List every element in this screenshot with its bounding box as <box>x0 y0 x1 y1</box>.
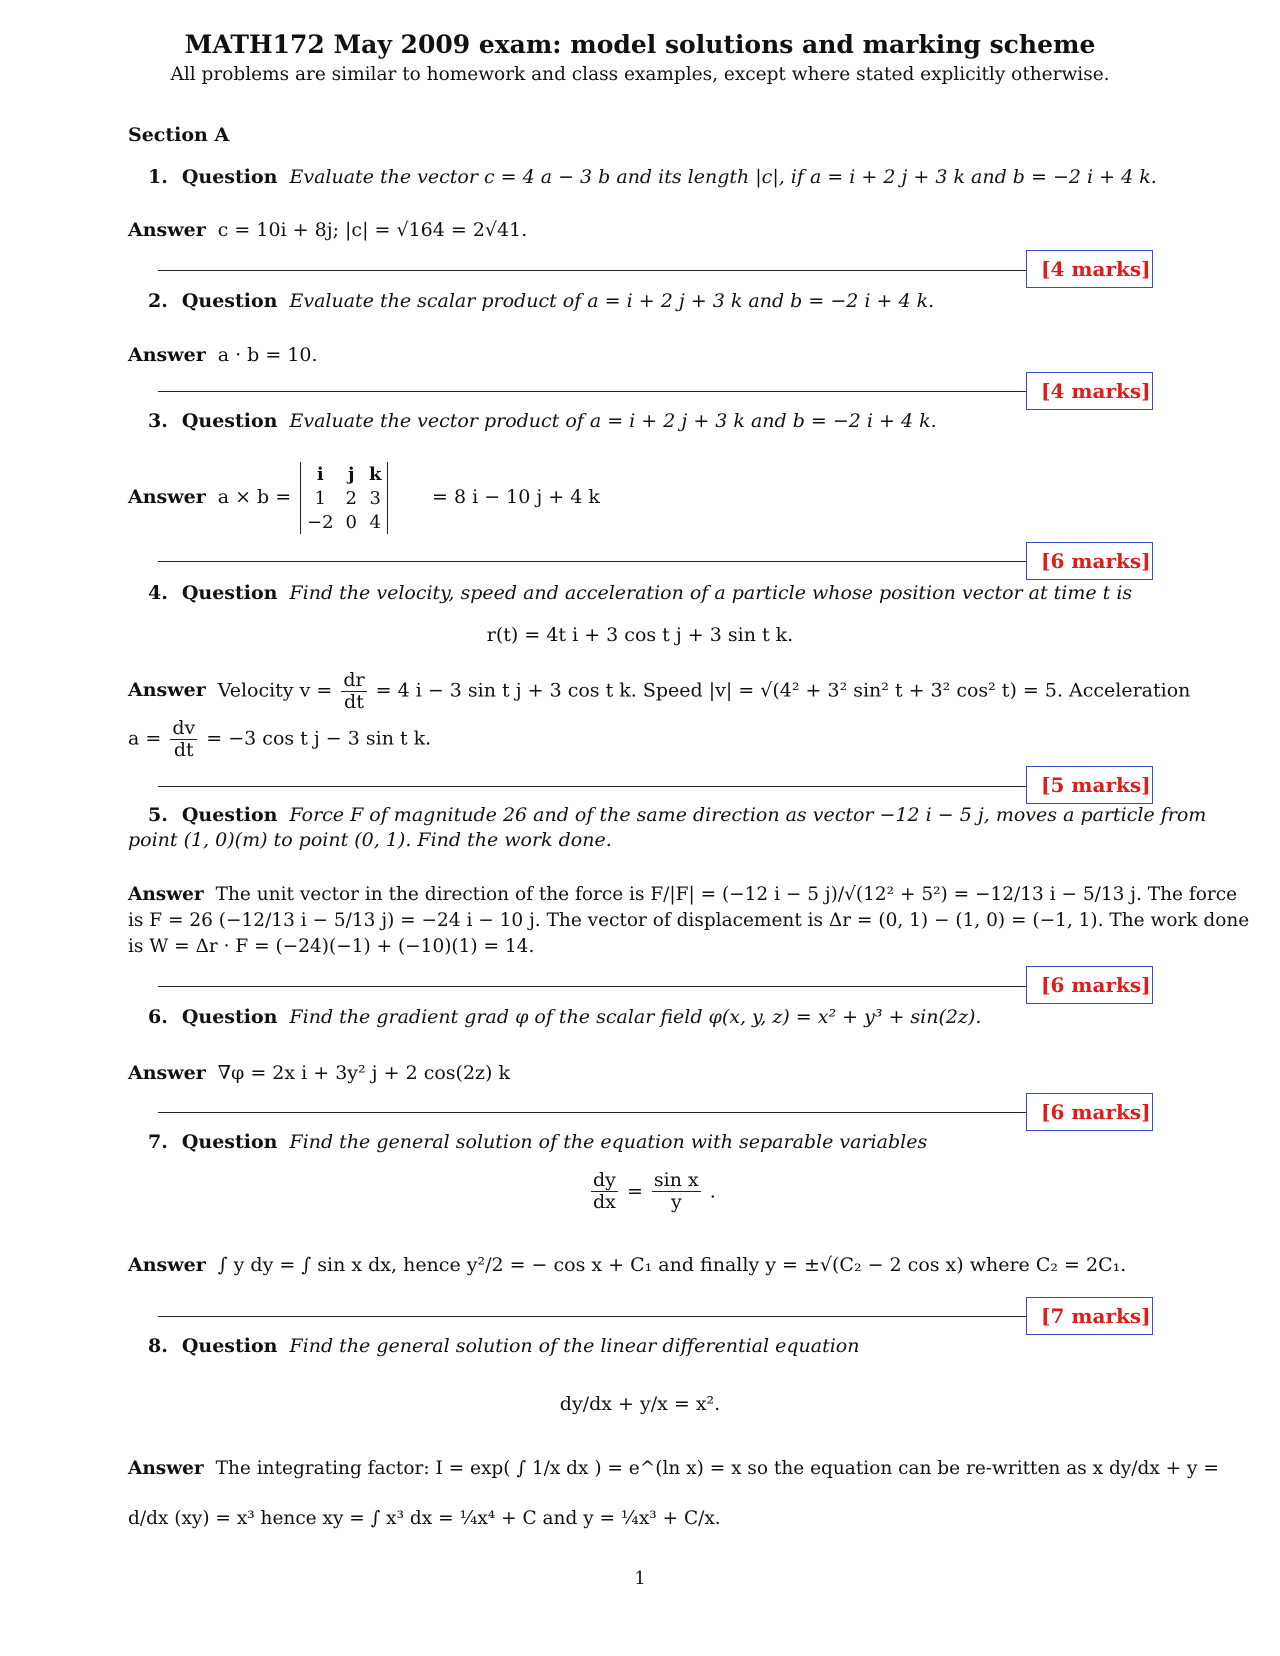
section-heading: Section A <box>128 124 230 146</box>
divider <box>158 1316 1026 1317</box>
frac-den: y <box>670 1190 682 1213</box>
frac-den: dt <box>344 690 364 713</box>
frac-num: sin x <box>653 1169 699 1191</box>
det-cell: 4 <box>369 511 381 533</box>
position-formula: r(t) = 4t i + 3 cos t j + 3 sin t k. <box>486 624 794 646</box>
page-number: 1 <box>634 1568 646 1589</box>
marks-badge: [7 marks] <box>1026 1297 1153 1335</box>
det-cell: −2 <box>307 511 334 533</box>
answer-label: Answer <box>128 219 206 241</box>
question-label: Question <box>181 166 278 188</box>
answer-5-line2: is F = 26 (−12/13 i − 5/13 j) = −24 i − 10 j. The vector of displacement is Δr = (0, 1) − (1, 0) = (−1, 1). The work done <box>128 910 1250 931</box>
question-text: Evaluate the vector product of a = i + 2 j + 3 k and b = −2 i + 4 k. <box>289 410 937 432</box>
question-3 <box>148 410 937 432</box>
marks-badge: [6 marks] <box>1026 966 1153 1004</box>
linear-equation: dy/dx + y/x = x². <box>559 1393 721 1415</box>
question-number: 4. <box>148 582 168 604</box>
frac-den: dt <box>173 738 194 761</box>
page-title: MATH172 May 2009 exam: model solutions and marking scheme <box>184 30 1096 59</box>
answer-text: ∫ y dy = ∫ sin x dx, hence y²/2 = − cos x + C₁ and finally y = ±√(C₂ − 2 cos x) where C₂ = 2C₁. <box>217 1254 1127 1276</box>
answer-4-line2 <box>128 718 431 761</box>
det-cell: 3 <box>369 487 381 509</box>
derivative-fraction <box>170 718 197 761</box>
question-8 <box>148 1335 859 1357</box>
answer-label: Answer <box>128 1062 206 1084</box>
answer-6 <box>128 1062 510 1084</box>
divider <box>158 270 1026 271</box>
answer-suffix: = 8 i − 10 j + 4 k <box>432 486 600 508</box>
det-cell: j <box>348 463 355 485</box>
marks-badge: [6 marks] <box>1026 542 1153 580</box>
answer-text: = 4 i − 3 sin t j + 3 cos t k. Speed |v| = √(4² + 3² sin² t + 3² cos² t) = 5. Acceleration <box>375 679 1191 702</box>
question-label: Question <box>181 1131 278 1153</box>
question-text: Evaluate the scalar product of a = i + 2 j + 3 k and b = −2 i + 4 k. <box>289 290 935 312</box>
question-1 <box>148 166 1157 188</box>
answer-label: Answer <box>128 1458 204 1479</box>
marks-badge: [6 marks] <box>1026 1093 1153 1131</box>
equals-sign: = <box>626 1180 643 1203</box>
question-label: Question <box>181 1335 278 1357</box>
question-label: Question <box>181 290 278 312</box>
answer-text: The integrating factor: I = exp( ∫ 1/x dx ) = e^(ln x) = x so the equation can be re-written as x dy/dx + y = <box>215 1458 1219 1479</box>
answer-5-line1 <box>128 884 1237 905</box>
question-text: Find the general solution of the linear differential equation <box>289 1335 860 1357</box>
answer-7 <box>128 1254 1126 1276</box>
question-7 <box>148 1131 927 1153</box>
answer-text: a = <box>128 727 162 750</box>
answer-4-line1 <box>128 670 1190 713</box>
answer-label: Answer <box>128 1254 206 1276</box>
marks-badge: [4 marks] <box>1026 250 1153 288</box>
det-cell: k <box>369 463 382 485</box>
frac-num: dy <box>593 1169 616 1191</box>
answer-1 <box>128 219 527 241</box>
divider <box>158 561 1026 562</box>
answer-text: ∇φ = 2x i + 3y² j + 2 cos(2z) k <box>217 1062 511 1084</box>
question-text: Find the general solution of the equation with separable variables <box>289 1131 928 1153</box>
period: . <box>709 1180 716 1203</box>
answer-8-line2: d/dx (xy) = x³ hence xy = ∫ x³ dx = ¼x⁴ + C and y = ¼x³ + C/x. <box>128 1508 721 1529</box>
answer-text: = −3 cos t j − 3 sin t k. <box>206 727 432 750</box>
question-text: Find the gradient grad φ of the scalar field φ(x, y, z) = x² + y³ + sin(2z). <box>289 1006 982 1028</box>
question-number: 5. <box>148 804 168 826</box>
answer-prefix: a × b = <box>217 486 292 508</box>
det-cell: 0 <box>345 511 357 533</box>
det-cell: i <box>316 463 324 485</box>
answer-label: Answer <box>128 679 206 702</box>
question-label: Question <box>181 1006 278 1028</box>
answer-label: Answer <box>128 344 206 366</box>
answer-text: a · b = 10. <box>217 344 318 366</box>
question-text: Force F of magnitude 26 and of the same direction as vector −12 i − 5 j, moves a particle from <box>289 804 1207 826</box>
marks-badge: [5 marks] <box>1026 766 1153 804</box>
question-label: Question <box>181 582 278 604</box>
question-text: Evaluate the vector c = 4 a − 3 b and its length |c|, if a = i + 2 j + 3 k and b = −2 i + 4 k. <box>289 166 1157 188</box>
frac-den: dx <box>593 1190 616 1213</box>
question-text: point (1, 0)(m) to point (0, 1). Find the work done. <box>128 829 612 851</box>
frac-num: dr <box>343 669 365 691</box>
answer-text: c = 10i + 8j; |c| = √164 = 2√41. <box>217 219 528 241</box>
equation-fraction <box>652 1170 701 1213</box>
frac-num: dv <box>172 717 196 739</box>
question-label: Question <box>181 804 278 826</box>
question-number: 7. <box>148 1131 168 1153</box>
question-number: 2. <box>148 290 168 312</box>
page-subtitle: All problems are similar to homework and class examples, except where stated explicitly otherwise. <box>170 64 1110 85</box>
question-label: Question <box>181 410 278 432</box>
answer-label: Answer <box>128 486 206 508</box>
answer-2 <box>128 344 318 366</box>
divider <box>158 986 1026 987</box>
derivative-fraction <box>341 670 366 713</box>
separable-equation <box>588 1170 716 1213</box>
divider <box>158 391 1026 392</box>
question-6 <box>148 1006 981 1028</box>
question-4 <box>148 582 1132 604</box>
answer-3 <box>128 486 291 508</box>
equation-fraction <box>591 1170 618 1213</box>
question-number: 1. <box>148 166 168 188</box>
divider <box>158 1112 1026 1113</box>
question-5 <box>148 804 1206 826</box>
question-text: Find the velocity, speed and acceleration of a particle whose position vector at time t is <box>289 582 1133 604</box>
det-cell: 2 <box>345 487 357 509</box>
question-number: 8. <box>148 1335 168 1357</box>
answer-text: The unit vector in the direction of the force is F/|F| = (−12 i − 5 j)/√(12² + 5²) = −12/13 i − 5/13 j. The force <box>215 884 1238 905</box>
answer-text: Velocity v = <box>217 679 333 702</box>
determinant <box>300 462 388 534</box>
question-2 <box>148 290 934 312</box>
answer-5-line3: is W = Δr · F = (−24)(−1) + (−10)(1) = 14. <box>128 936 535 957</box>
question-number: 3. <box>148 410 168 432</box>
answer-label: Answer <box>128 884 204 905</box>
divider <box>158 786 1026 787</box>
answer-8-line1 <box>128 1458 1219 1479</box>
question-number: 6. <box>148 1006 168 1028</box>
marks-badge: [4 marks] <box>1026 372 1153 410</box>
det-cell: 1 <box>314 487 326 509</box>
